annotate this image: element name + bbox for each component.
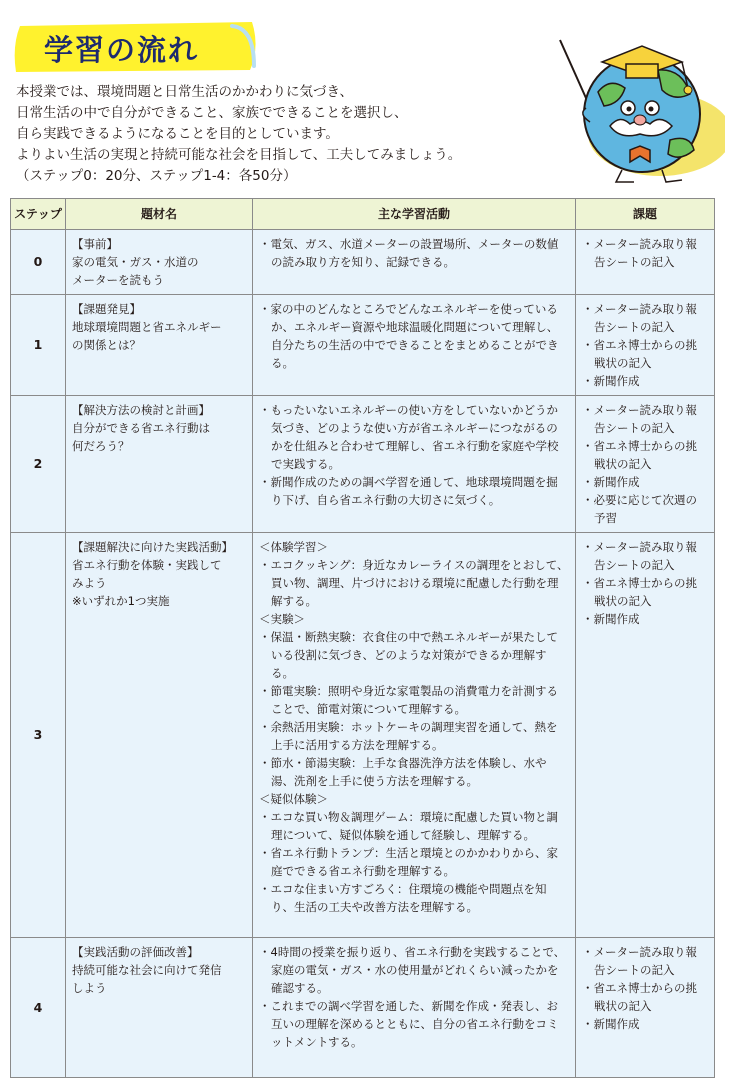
header-tasks: 課題: [576, 199, 715, 230]
activity-heading: ＜疑似体験＞: [259, 792, 328, 806]
table-row: [11, 230, 715, 295]
header-step: ステップ: [11, 199, 66, 230]
step-number: 3: [11, 533, 66, 938]
table-header-row: [11, 199, 715, 230]
task-item: ・ 新聞作成: [582, 372, 708, 390]
topic-line: みよう: [72, 576, 107, 590]
topic-line: 【解決方法の検討と計画】: [72, 403, 210, 417]
topic-line: 【事前】: [72, 237, 118, 251]
topic-line: 省エネ行動を体験・実践して: [72, 558, 222, 572]
tasks-cell: [576, 533, 715, 938]
step-number: 0: [11, 230, 66, 295]
activity-item: ・ 電気、ガス、水道メーターの設置場所、メーターの数値の読み取り方を知り、記録できる。: [259, 235, 569, 271]
activity-item: ・ エコな住まい方すごろく：住環境の機能や問題点を知り、生活の工夫や改善方法を理解する。: [259, 880, 569, 916]
learning-flow-table: [10, 198, 715, 1078]
topic-line: 自分ができる省エネ行動は: [72, 421, 210, 435]
topic-line: 家の電気・ガス・水道の: [72, 255, 199, 269]
topic-line: 【実践活動の評価改善】: [72, 945, 199, 959]
table-row: [11, 533, 715, 938]
topic-cell: [66, 396, 253, 533]
activities-cell: [253, 295, 576, 396]
intro-text: [16, 82, 556, 187]
task-item: ・ 省エネ博士からの挑戦状の記入: [582, 437, 708, 473]
intro-line: 本授業では、環境問題と日常生活のかかわりに気づき、: [16, 84, 353, 100]
activity-item: ・ 余熱活用実験：ホットケーキの調理実習を通して、熱を上手に活用する方法を理解する。: [259, 718, 569, 754]
table-row: [11, 396, 715, 533]
tasks-cell: [576, 230, 715, 295]
topic-line: 地球環境問題と省エネルギー: [72, 320, 222, 334]
topic-line: 持続可能な社会に向けて発信: [72, 963, 222, 977]
header-topic: 題材名: [66, 199, 253, 230]
task-item: ・ 省エネ博士からの挑戦状の記入: [582, 979, 708, 1015]
topic-line: 【課題発見】: [72, 302, 141, 316]
activity-item: ・ もったいないエネルギーの使い方をしていないかどうか気づき、どのような使い方が省エネルギーにつながるのかを仕組みと合わせて理解し、省エネ行動を家庭や学校で実践する。: [259, 401, 569, 473]
topic-line: 何だろう？: [72, 439, 130, 453]
activity-heading: ＜実験＞: [259, 612, 305, 626]
task-item: ・ 必要に応じて次週の予習: [582, 491, 708, 527]
topic-cell: [66, 533, 253, 938]
task-item: ・ メーター読み取り報告シートの記入: [582, 300, 708, 336]
earth-professor-mascot: [550, 22, 725, 187]
title-banner: [14, 22, 260, 72]
header-activities: 主な学習活動: [253, 199, 576, 230]
intro-line: 日常生活の中で自分ができること、家族でできることを選択し、: [16, 105, 408, 121]
page-title: 学習の流れ: [44, 33, 200, 67]
activity-item: ・ 保温・断熱実験：衣食住の中で熱エネルギーが果たしている役割に気づき、どのような対策ができるか理解する。: [259, 628, 569, 682]
intro-line: 自ら実践できるようになることを目的としています。: [16, 126, 339, 142]
activity-heading: ＜体験学習＞: [259, 540, 328, 554]
topic-line: の関係とは？: [72, 338, 141, 352]
task-item: ・ メーター読み取り報告シートの記入: [582, 235, 708, 271]
task-item: ・ 省エネ博士からの挑戦状の記入: [582, 336, 708, 372]
activity-item: ・ これまでの調べ学習を通した、新聞を作成・発表し、お互いの理解を深めるとともに、自分の省エネ行動をコミットメントする。: [259, 997, 569, 1051]
topic-cell: [66, 938, 253, 1078]
intro-line: （ステップ0：20分、ステップ1-4：各50分）: [16, 168, 297, 184]
task-item: ・ 省エネ博士からの挑戦状の記入: [582, 574, 708, 610]
table-row: [11, 295, 715, 396]
step-number: 1: [11, 295, 66, 396]
topic-line: 【課題解決に向けた実践活動】: [72, 540, 233, 554]
activity-item: ・ 省エネ行動トランプ：生活と環境とのかかわりから、家庭でできる省エネ行動を理解する。: [259, 844, 569, 880]
task-item: ・ メーター読み取り報告シートの記入: [582, 943, 708, 979]
activity-item: ・ 新聞作成のための調べ学習を通して、地球環境問題を掘り下げ、自ら省エネ行動の大切さに気づく。: [259, 473, 569, 509]
step-number: 4: [11, 938, 66, 1078]
task-item: ・ メーター読み取り報告シートの記入: [582, 401, 708, 437]
topic-line: メーターを読もう: [72, 273, 164, 287]
activities-cell: [253, 230, 576, 295]
activities-cell: [253, 533, 576, 938]
activity-item: ・ エコクッキング：身近なカレーライスの調理をとおして、買い物、調理、片づけにおける環境に配慮した行動を理解する。: [259, 556, 569, 610]
tasks-cell: [576, 938, 715, 1078]
activity-item: ・ 4時間の授業を振り返り、省エネ行動を実践することで、家庭の電気・ガス・水の使用量がどれくらい減ったかを確認する。: [259, 943, 569, 997]
task-item: ・ 新聞作成: [582, 1015, 708, 1033]
activity-item: ・ 節電実験：照明や身近な家電製品の消費電力を計測することで、節電対策について理解する。: [259, 682, 569, 718]
topic-cell: [66, 230, 253, 295]
tasks-cell: [576, 396, 715, 533]
activities-cell: [253, 396, 576, 533]
task-item: ・ メーター読み取り報告シートの記入: [582, 538, 708, 574]
task-item: ・ 新聞作成: [582, 473, 708, 491]
topic-line: ※いずれか1つ実施: [72, 594, 170, 608]
activity-item: ・ 家の中のどんなところでどんなエネルギーを使っているか、エネルギー資源や地球温暖化問題について理解し、自分たちの生活の中でできることをまとめることができる。: [259, 300, 569, 372]
table-row: [11, 938, 715, 1078]
activities-cell: [253, 938, 576, 1078]
topic-line: しよう: [72, 981, 107, 995]
task-item: ・ 新聞作成: [582, 610, 708, 628]
activity-item: ・ 節水・節湯実験：上手な食器洗浄方法を体験し、水や湯、洗剤を上手に使う方法を理解する。: [259, 754, 569, 790]
topic-cell: [66, 295, 253, 396]
activity-item: ・ エコな買い物＆調理ゲーム：環境に配慮した買い物と調理について、疑似体験を通して経験し、理解する。: [259, 808, 569, 844]
tasks-cell: [576, 295, 715, 396]
intro-line: よりよい生活の実現と持続可能な社会を目指して、工夫してみましょう。: [16, 147, 462, 163]
step-number: 2: [11, 396, 66, 533]
